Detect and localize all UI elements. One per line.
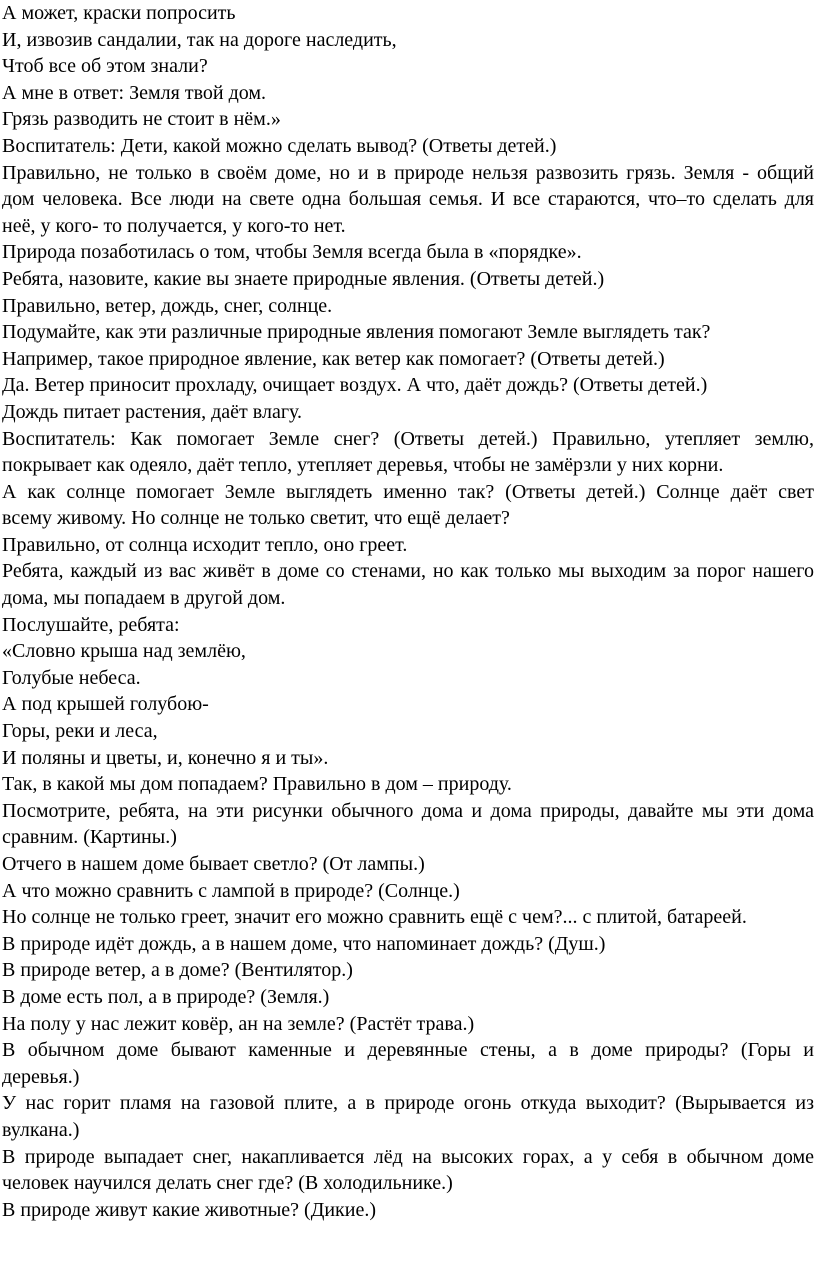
text-line: Грязь разводить не стоит в нём.» xyxy=(2,108,281,131)
text-line: Ребята, назовите, какие вы знаете природные явления. (Ответы детей.) xyxy=(2,267,605,290)
text-line: Правильно, ветер, дождь, снег, солнце. xyxy=(2,294,333,317)
text-line: А под крышей голубою- xyxy=(2,693,209,716)
text-line: Правильно, не только в своём доме, но и в природе нельзя развозить грязь. Земля - общий xyxy=(2,161,814,184)
text-line: В природе выпадает снег, накапливается лёд на высоких горах, а у себя в обычном доме xyxy=(2,1145,814,1168)
text-line: Послушайте, ребята: xyxy=(2,613,180,636)
text-line: В доме есть пол, а в природе? (Земля.) xyxy=(2,985,330,1008)
text-line: Посмотрите, ребята, на эти рисунки обычного дома и дома природы, давайте мы эти дома xyxy=(2,799,814,822)
text-line: неё, у кого- то получается, у кого-то нет. xyxy=(2,214,346,237)
text-line: Но солнце не только греет, значит его можно сравнить ещё с чем?... с плитой, батареей. xyxy=(2,906,747,929)
text-line: А что можно сравнить с лампой в природе? (Солнце.) xyxy=(2,879,460,902)
text-line: Так, в какой мы дом попадаем? Правильно в дом – природу. xyxy=(2,773,512,796)
text-line: Природа позаботилась о том, чтобы Земля всегда была в «порядке». xyxy=(2,241,582,264)
text-line: Дождь питает растения, даёт влагу. xyxy=(2,400,303,423)
text-line: Горы, реки и леса, xyxy=(2,720,158,743)
text-line: сравним. (Картины.) xyxy=(2,826,177,849)
text-line: Чтоб все об этом знали? xyxy=(2,55,208,78)
text-line: Воспитатель: Как помогает Земле снег? (Ответы детей.) Правильно, утепляет землю, xyxy=(2,427,814,450)
text-line: Да. Ветер приносит прохладу, очищает воздух. А что, даёт дождь? (Ответы детей.) xyxy=(2,374,708,397)
text-line: У нас горит пламя на газовой плите, а в природе огонь откуда выходит? (Вырывается из xyxy=(2,1092,814,1115)
text-line: дома, мы попадаем в другой дом. xyxy=(2,587,286,610)
text-line: человек научился делать снег где? (В холодильнике.) xyxy=(2,1172,453,1195)
text-line: Воспитатель: Дети, какой можно сделать вывод? (Ответы детей.) xyxy=(2,134,557,157)
text-line: В обычном доме бывают каменные и деревянные стены, а в доме природы? (Горы и xyxy=(2,1039,814,1062)
text-line: Голубые небеса. xyxy=(2,666,141,689)
text-line: Подумайте, как эти различные природные явления помогают Земле выглядеть так? xyxy=(2,321,711,344)
text-line: деревья.) xyxy=(2,1065,80,1088)
text-line: В природе живут какие животные? (Дикие.) xyxy=(2,1198,376,1221)
text-line: На полу у нас лежит ковёр, ан на земле? (Растёт трава.) xyxy=(2,1012,475,1035)
text-line: А мне в ответ: Земля твой дом. xyxy=(2,81,267,104)
text-line: И поляны и цветы, и, конечно я и ты». xyxy=(2,746,329,769)
text-line: А как солнце помогает Земле выглядеть именно так? (Ответы детей.) Солнце даёт свет xyxy=(2,480,814,503)
text-line: дом человека. Все люди на свете одна большая семья. И все стараются, что–то сделать для xyxy=(2,188,814,211)
text-line: Ребята, каждый из вас живёт в доме со стенами, но как только мы выходим за порог нашего xyxy=(2,560,814,583)
text-line: И, извозив сандалии, так на дороге наследить, xyxy=(2,28,397,51)
text-line: В природе ветер, а в доме? (Вентилятор.) xyxy=(2,959,353,982)
text-line: А может, краски попросить xyxy=(2,2,236,24)
text-line: «Словно крыша над землёю, xyxy=(2,640,246,663)
text-line: Отчего в нашем доме бывает светло? (От лампы.) xyxy=(2,853,425,875)
text-line: Правильно, от солнца исходит тепло, оно греет. xyxy=(2,533,408,556)
text-line: покрывает как одеяло, даёт тепло, утепляет деревья, чтобы не замёрзли у них корни. xyxy=(2,454,724,477)
text-line: всему живому. Но солнце не только светит, что ещё делает? xyxy=(2,507,510,530)
text-line: вулкана.) xyxy=(2,1118,80,1141)
text-line: В природе идёт дождь, а в нашем доме, что напоминает дождь? (Душ.) xyxy=(2,932,606,955)
text-line: Например, такое природное явление, как ветер как помогает? (Ответы детей.) xyxy=(2,347,665,370)
